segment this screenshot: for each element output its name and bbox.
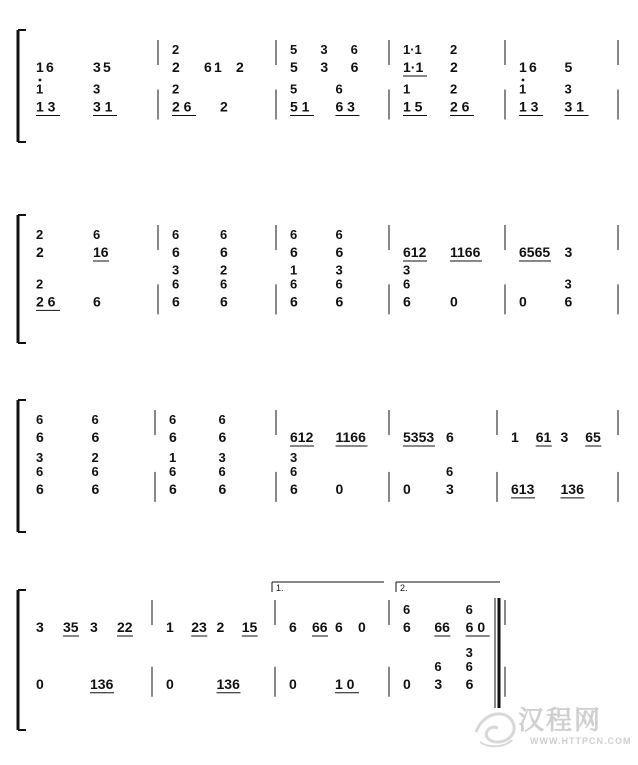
- upper-chord-note: 5: [290, 42, 298, 57]
- lower-chord-note: 3: [335, 262, 343, 278]
- upper-note: 612: [403, 244, 427, 260]
- lower-chord-note: 2: [450, 81, 458, 97]
- upper-chord-note: 6: [172, 227, 180, 242]
- upper-note: 2: [450, 59, 458, 75]
- upper-note: 1·1: [403, 59, 424, 75]
- upper-chord-note: 6: [465, 602, 473, 617]
- lower-chord-note: 3: [36, 449, 44, 465]
- lower-note: 3: [434, 675, 443, 692]
- upper-chord-note: 6: [403, 602, 411, 617]
- lower-note: 1 3: [519, 98, 539, 115]
- lower-chord-note: 6: [91, 463, 99, 479]
- upper-note: 5: [290, 59, 298, 75]
- lower-chord-note: 6: [335, 276, 343, 292]
- upper-note: 1: [36, 59, 44, 75]
- lower-chord-note: 3: [290, 449, 298, 465]
- lower-chord-note: 1: [290, 262, 298, 278]
- upper-note: 16: [93, 244, 109, 260]
- lower-chord-note: 3: [218, 449, 226, 465]
- lower-chord-note: 6: [434, 658, 442, 674]
- lower-note: 6: [564, 293, 573, 310]
- lower-note: 0: [403, 480, 411, 497]
- upper-note: 65: [585, 429, 601, 445]
- lower-note: 6: [172, 293, 180, 310]
- upper-note: 23: [191, 619, 207, 635]
- upper-note: 6: [350, 59, 359, 75]
- lower-note: 0: [36, 675, 44, 692]
- upper-note: 6: [172, 244, 180, 260]
- lower-note: 3 1: [564, 98, 584, 115]
- upper-note: 6: [91, 429, 100, 445]
- lower-note: 136: [216, 675, 240, 692]
- upper-note: 6: [446, 429, 454, 445]
- lower-note: 6: [169, 480, 177, 497]
- lower-note: 2 6: [450, 98, 470, 115]
- lower-note: 0: [519, 293, 527, 310]
- lower-note: 6: [290, 480, 298, 497]
- lower-chord-note: 6: [335, 81, 343, 97]
- upper-note: 66: [312, 619, 328, 635]
- lower-note: 0: [289, 675, 297, 692]
- lower-chord-note: 6: [446, 463, 454, 479]
- upper-chord-note: 6: [169, 412, 177, 427]
- watermark-url: WWW.HTTPCN.COM: [530, 736, 632, 746]
- upper-note: 2: [36, 244, 44, 260]
- upper-note: 5: [564, 59, 573, 75]
- lower-note: 0: [335, 480, 344, 497]
- lower-note: 6: [91, 480, 100, 497]
- upper-chord-note: 6: [93, 227, 101, 242]
- upper-note: 5353: [403, 429, 435, 445]
- lower-note: 1 5: [403, 98, 423, 115]
- upper-note: 1166: [335, 429, 366, 445]
- lower-note: 0: [450, 293, 458, 310]
- lower-chord-note: 3: [465, 644, 473, 660]
- lower-chord-note: 1: [169, 449, 177, 465]
- upper-note: 1: [519, 59, 527, 75]
- upper-note: 2: [236, 59, 244, 75]
- lower-note: 3 1: [93, 98, 113, 115]
- lower-chord-note: 5: [290, 81, 298, 97]
- lower-chord-note: 3: [564, 276, 572, 292]
- lower-note: 6: [93, 293, 101, 310]
- upper-note: 6: [36, 429, 44, 445]
- upper-note: 6: [289, 619, 297, 635]
- upper-note: 3: [93, 59, 101, 75]
- watermark-site-name: 汉程网: [518, 706, 603, 736]
- upper-note: 1166: [450, 244, 481, 260]
- lower-note: 2 6: [36, 293, 56, 310]
- lower-chord-note: 6: [218, 463, 226, 479]
- upper-note: 6: [335, 619, 343, 635]
- lower-note: 136: [90, 675, 114, 692]
- upper-note: 22: [117, 619, 133, 635]
- lower-note: 6: [465, 675, 474, 692]
- upper-chord-note: 6: [218, 412, 226, 427]
- upper-chord-note: 6: [335, 227, 343, 242]
- upper-note: 3: [90, 619, 98, 635]
- upper-note: 6565: [519, 244, 551, 260]
- volta-1-label: 1.: [276, 583, 284, 593]
- lower-note: 1 3: [36, 98, 56, 115]
- lower-chord-note: 3: [172, 262, 180, 278]
- lower-note: 6: [335, 293, 344, 310]
- lower-chord-note: 2: [91, 449, 99, 465]
- lower-chord-note: 6: [290, 463, 298, 479]
- lower-chord-note: 2: [36, 276, 44, 292]
- upper-note: 6 0: [465, 619, 486, 635]
- upper-chord-note: 2: [450, 42, 458, 57]
- upper-note: 6: [204, 59, 212, 75]
- lower-chord-note: 6: [169, 463, 177, 479]
- upper-chord-note: 6: [91, 412, 99, 427]
- upper-note: 6: [169, 429, 177, 445]
- lower-chord-note: 6: [290, 276, 298, 292]
- lower-note: 613: [511, 480, 535, 497]
- upper-note: 1: [511, 429, 519, 445]
- upper-note: 15: [241, 619, 258, 635]
- upper-note: 3: [320, 59, 329, 75]
- upper-chord-note: 2: [36, 227, 44, 242]
- upper-note: 0: [358, 619, 366, 635]
- upper-note-tail: 6: [529, 59, 537, 75]
- upper-chord-note: 6: [36, 412, 44, 427]
- upper-note: 2: [172, 59, 180, 75]
- upper-note: 3: [560, 429, 569, 445]
- upper-chord-note: 3: [320, 42, 328, 57]
- lower-chord-note: 1: [36, 81, 44, 97]
- upper-note: 6: [335, 244, 344, 260]
- lower-chord-note: 2: [220, 262, 228, 278]
- lower-note: 6: [218, 480, 227, 497]
- upper-chord-note: 6: [220, 227, 228, 242]
- lower-chord-note: 3: [93, 81, 101, 97]
- lower-note: 2 6: [172, 98, 192, 115]
- lower-chord-note: 6: [36, 463, 44, 479]
- lower-chord-note: 6: [172, 276, 180, 292]
- lower-chord-note: 1: [403, 81, 411, 97]
- upper-chord-note: 1·1: [403, 42, 422, 57]
- lower-note: 6: [403, 293, 411, 310]
- lower-note: 3: [446, 480, 454, 497]
- upper-note-tail: 6: [46, 59, 54, 75]
- lower-note: 5 1: [290, 98, 310, 115]
- upper-note: 61: [535, 429, 552, 445]
- upper-note: 6: [220, 244, 228, 260]
- lower-note: 6: [36, 480, 44, 497]
- upper-chord-note: 6: [350, 42, 358, 57]
- lower-note: 1 0: [335, 675, 355, 692]
- upper-note: 3: [36, 619, 44, 635]
- lower-note: 0: [166, 675, 174, 692]
- lower-chord-note: 3: [403, 262, 411, 278]
- upper-note-tail: 1: [214, 59, 222, 75]
- volta-2-label: 2.: [400, 583, 408, 593]
- upper-chord-note: 2: [172, 42, 180, 57]
- upper-note: 6: [290, 244, 298, 260]
- upper-note: 1: [166, 619, 174, 635]
- upper-note: 66: [434, 619, 450, 635]
- lower-chord-note: 6: [403, 276, 411, 292]
- upper-note: 3: [564, 244, 573, 260]
- upper-note: 612: [290, 429, 314, 445]
- upper-note-tail: 5: [103, 59, 111, 75]
- lower-note: 6: [220, 293, 228, 310]
- lower-note: 136: [560, 480, 584, 497]
- lower-chord-note: 6: [220, 276, 228, 292]
- lower-chord-note: 6: [465, 658, 473, 674]
- lower-note: 6 3: [335, 98, 355, 115]
- upper-note: 6: [403, 619, 411, 635]
- upper-note: 35: [63, 619, 79, 635]
- upper-chord-note: 6: [290, 227, 298, 242]
- lower-chord-note: 2: [172, 81, 180, 97]
- lower-note: 0: [403, 675, 411, 692]
- lower-note: 2: [220, 98, 228, 115]
- upper-note: 2: [216, 619, 225, 635]
- lower-note: 6: [290, 293, 298, 310]
- upper-note: 6: [218, 429, 227, 445]
- lower-chord-note: 3: [564, 81, 572, 97]
- lower-chord-note: 1: [519, 81, 527, 97]
